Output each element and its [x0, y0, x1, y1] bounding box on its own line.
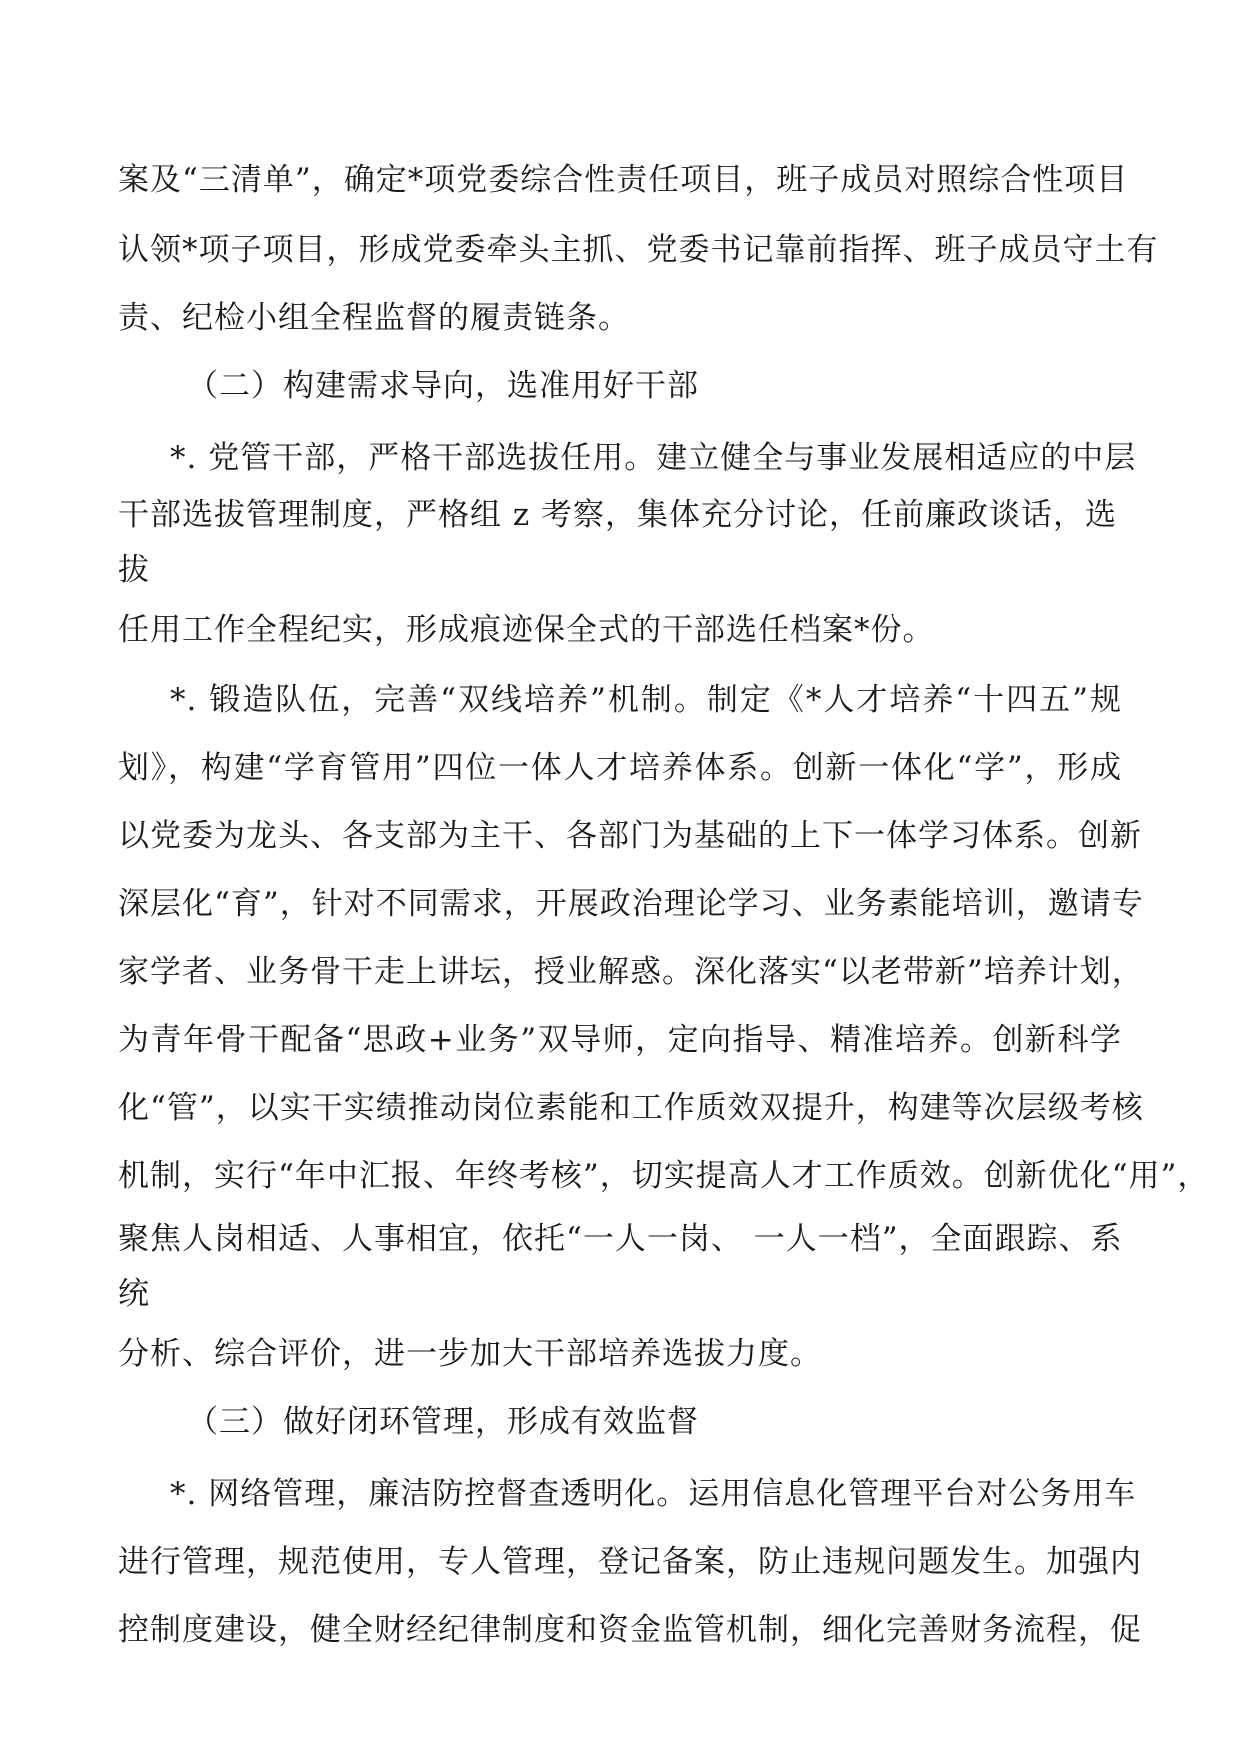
text-line: 任用工作全程纪实，形成痕迹保全式的干部选任档案*份。: [118, 612, 935, 648]
text-line: *. 党管干部，严格干部选拔任用。建立健全与事业发展相适应的中层: [170, 440, 1137, 476]
section-heading-2: （二）构建需求导向，选准用好干部: [187, 368, 699, 404]
text-line: 划》，构建“学育管用”四位一体人才培养体系。创新一体化“学”，形成: [118, 750, 1122, 786]
text-line: 化“管”，以实干实绩推动岗位素能和工作质效双提升，构建等次层级考核: [118, 1090, 1144, 1126]
text-line: 分析、综合评价，进一步加大干部培养选拔力度。: [118, 1336, 822, 1372]
text-line: *. 锻造队伍，完善“双线培养”机制。制定《*人才培养“十四五”规: [170, 682, 1122, 718]
text-line: 干部选拔管理制度，严格组 z 考察，集体充分讨论，任前廉政谈话，选: [118, 497, 1118, 533]
text-line: *. 网络管理，廉洁防控督查透明化。运用信息化管理平台对公务用车: [170, 1476, 1137, 1512]
text-line: 聚焦人岗相适、人事相宜，依托“一人一岗、 一人一档”，全面跟踪、系: [118, 1221, 1123, 1257]
section-heading-3: （三）做好闭环管理，形成有效监督: [187, 1404, 699, 1440]
text-line: 案及“三清单”，确定*项党委综合性责任项目，班子成员对照综合性项目: [118, 162, 1129, 198]
text-line: 拔: [118, 552, 150, 588]
text-line: 为青年骨干配备“思政+业务”双导师，定向指导、精准培养。创新科学: [118, 1022, 1122, 1058]
text-line: 责、纪检小组全程监督的履责链条。: [118, 300, 630, 336]
text-line: 进行管理，规范使用，专人管理，登记备案，防止违规问题发生。加强内: [118, 1544, 1142, 1580]
text-line: 深层化“育”，针对不同需求，开展政治理论学习、业务素能培训，邀请专: [118, 886, 1144, 922]
text-line: 控制度建设，健全财经纪律制度和资金监管机制，细化完善财务流程，促: [118, 1612, 1142, 1648]
text-line: 统: [118, 1276, 150, 1312]
text-line: 机制，实行“年中汇报、年终考核”，切实提高人才工作质效。创新优化“用”，: [118, 1158, 1210, 1194]
text-line: 以党委为龙头、各支部为主干、各部门为基础的上下一体学习体系。创新: [118, 818, 1142, 854]
text-line: 家学者、业务骨干走上讲坛，授业解惑。深化落实“以老带新”培养计划，: [118, 954, 1144, 990]
text-line: 认领*项子项目，形成党委牵头主抓、党委书记靠前指挥、班子成员守土有: [118, 232, 1159, 268]
